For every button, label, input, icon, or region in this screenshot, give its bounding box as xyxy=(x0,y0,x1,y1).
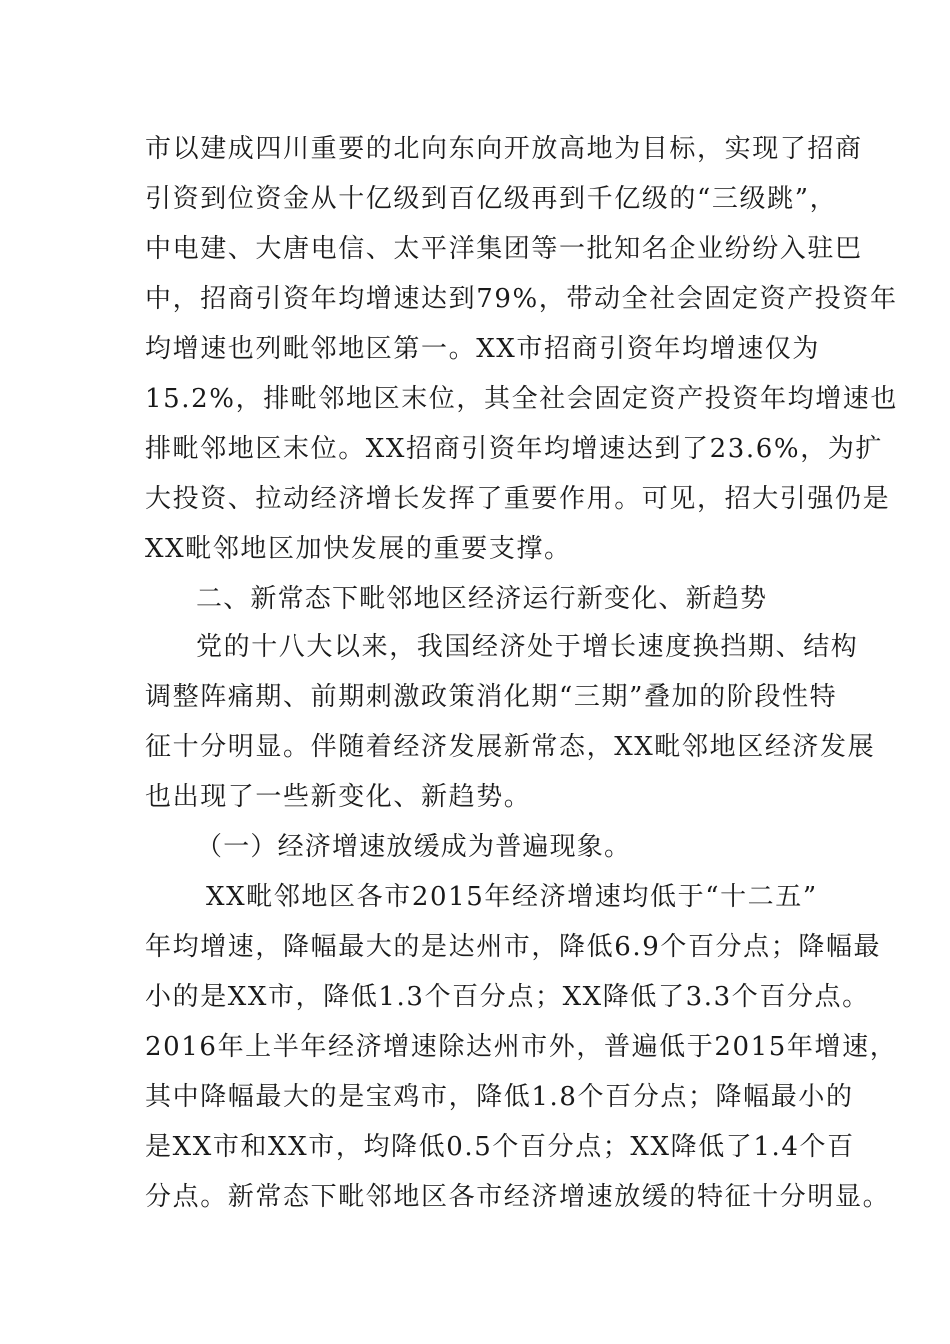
text-line: 是XX市和XX市，均降低0.5个百分点；XX降低了1.4个百 xyxy=(145,1132,855,1162)
text-line: 15.2%，排毗邻地区末位，其全社会固定资产投资年均增速也 xyxy=(145,384,898,414)
text-line: 中，招商引资年均增速达到79%，带动全社会固定资产投资年 xyxy=(145,284,898,314)
subsection-heading: （一）经济增速放缓成为普遍现象。 xyxy=(196,832,632,862)
section-heading: 二、新常态下毗邻地区经济运行新变化、新趋势 xyxy=(196,584,768,614)
text-line: 2016年上半年经济增速除达州市外，普遍低于2015年增速， xyxy=(145,1032,898,1062)
text-line: 均增速也列毗邻地区第一。XX市招商引资年均增速仅为 xyxy=(145,334,821,364)
text-line: 也出现了一些新变化、新趋势。 xyxy=(145,782,532,812)
text-line: 引资到位资金从十亿级到百亿级再到千亿级的“三级跳”， xyxy=(145,184,838,214)
text-line: 党的十八大以来，我国经济处于增长速度换挡期、结构 xyxy=(196,632,859,662)
text-line: 分点。新常态下毗邻地区各市经济增速放缓的特征十分明显。 xyxy=(145,1182,891,1212)
text-line: XX毗邻地区各市2015年经济增速均低于“十二五” xyxy=(206,882,818,912)
text-line: 小的是XX市，降低1.3个百分点；XX降低了3.3个百分点。 xyxy=(145,982,870,1012)
text-line: 中电建、大唐电信、太平洋集团等一批知名企业纷纷入驻巴 xyxy=(145,234,863,264)
text-line: 征十分明显。伴随着经济发展新常态，XX毗邻地区经济发展 xyxy=(145,732,876,762)
text-line: 排毗邻地区末位。XX招商引资年均增速达到了23.6%，为扩 xyxy=(145,434,884,464)
text-line: 年均增速，降幅最大的是达州市，降低6.9个百分点；降幅最 xyxy=(145,932,882,962)
text-line: 市以建成四川重要的北向东向开放高地为目标，实现了招商 xyxy=(145,134,863,164)
text-line: 其中降幅最大的是宝鸡市，降低1.8个百分点；降幅最小的 xyxy=(145,1082,854,1112)
text-line: XX毗邻地区加快发展的重要支撑。 xyxy=(145,534,572,564)
text-line: 大投资、拉动经济增长发挥了重要作用。可见，招大引强仍是 xyxy=(145,484,891,514)
text-line: 调整阵痛期、前期刺激政策消化期“三期”叠加的阶段性特 xyxy=(145,682,838,712)
